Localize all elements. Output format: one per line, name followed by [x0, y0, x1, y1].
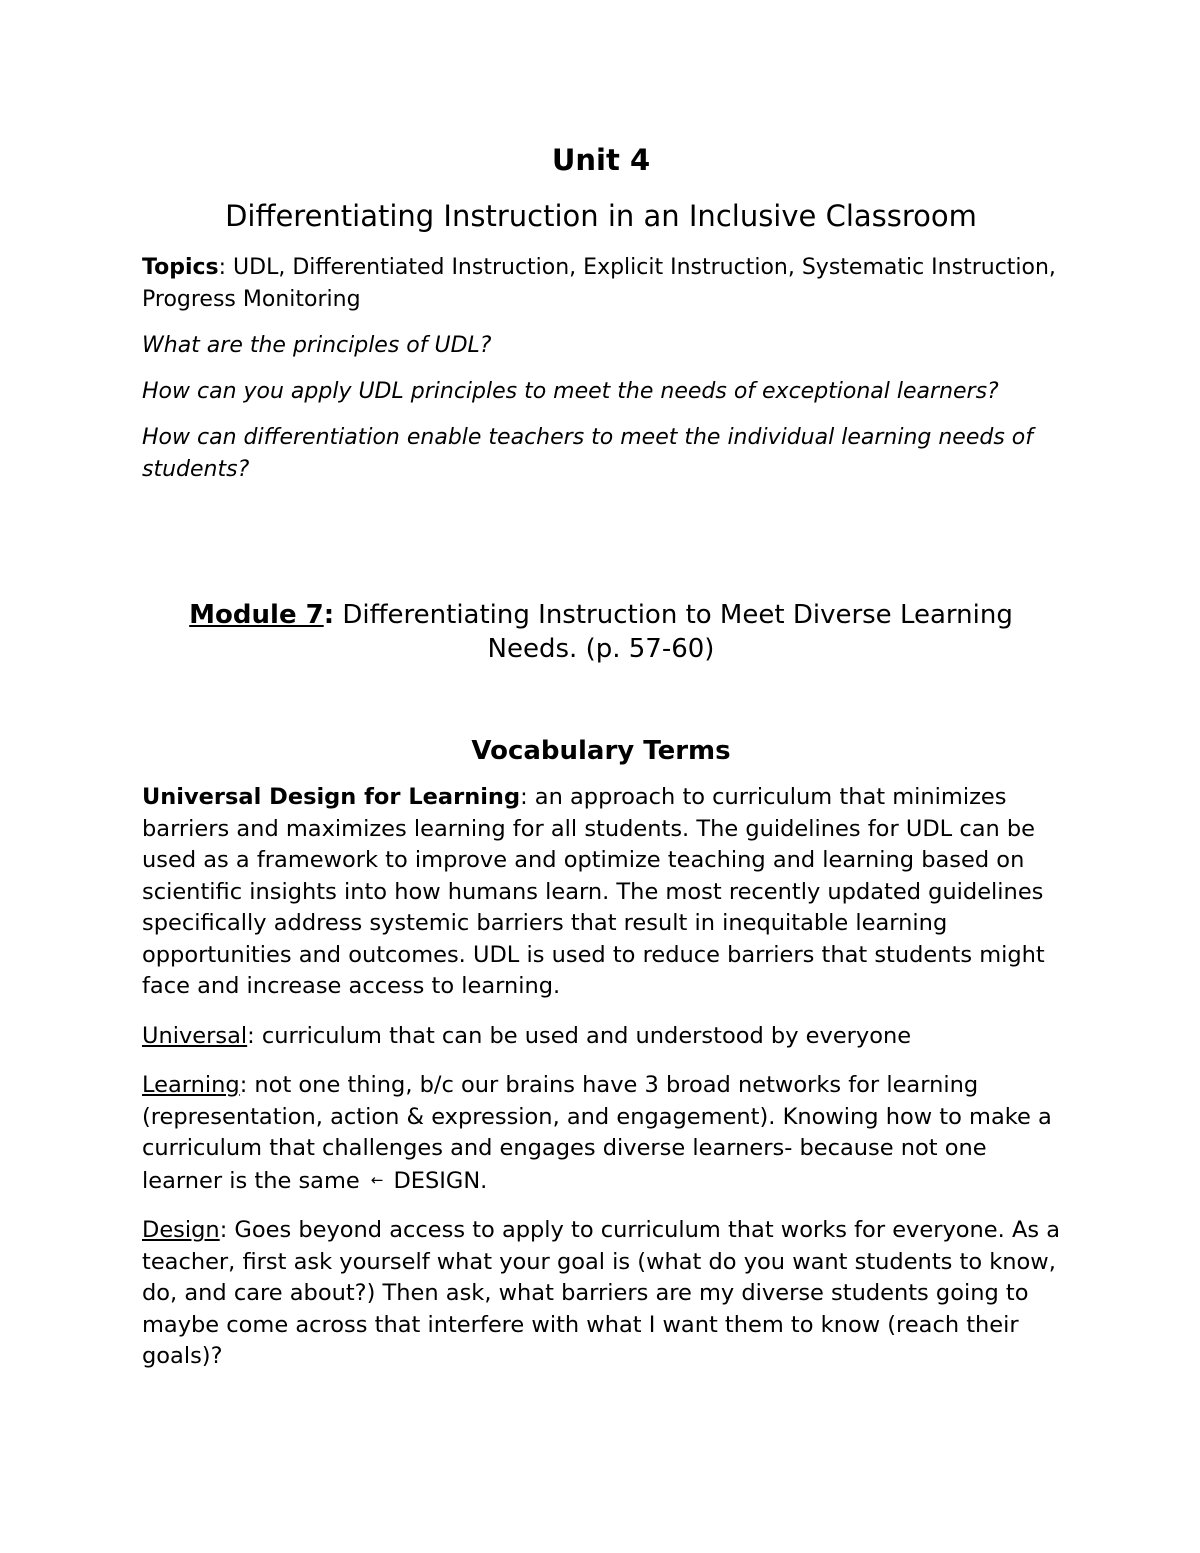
unit-title: Unit 4: [551, 143, 651, 177]
left-arrow-icon: ←: [370, 1170, 384, 1189]
topics-text: : UDL, Differentiated Instruction, Explicit Instruction, Systematic Instruction, Progress Monitoring: [142, 255, 1056, 312]
term-universal-name: Universal: [142, 1022, 248, 1049]
term-udl: [142, 782, 1060, 1003]
term-design-name: Design: [142, 1217, 220, 1243]
document-body: [142, 138, 1060, 1373]
unit-subtitle: Differentiating Instruction in an Inclusive Classroom: [225, 199, 977, 233]
topics-paragraph: [142, 252, 1060, 316]
term-learning-definition: : not one thing, b/c our brains have 3 broad networks for learning (representation, action & expression, and engagement). Knowing how to make a curriculum that challenges and engages diverse learners- because not one learner is the same: [142, 1072, 1052, 1194]
term-udl-definition: : an approach to curriculum that minimizes barriers and maximizes learning for all students. The guidelines for UDL can be used as a framework to improve and optimize teaching and learning based on scientific insights into how humans learn. The most recently updated guidelines specifically address systemic barriers that result in inequitable learning opportunities and outcomes. UDL is used to reduce barriers that students might face and increase access to learning.: [142, 784, 1045, 999]
term-learning-name: Learning: [142, 1072, 240, 1098]
term-learning-tail: DESIGN.: [393, 1167, 488, 1194]
module-heading: [142, 598, 1060, 666]
term-universal: [142, 1021, 1060, 1053]
module-colon: :: [323, 600, 335, 630]
term-udl-name: Universal Design for Learning: [142, 784, 521, 810]
term-universal-definition: : curriculum that can be used and understood by everyone: [247, 1022, 912, 1049]
question-differentiation: How can differentiation enable teachers to meet the individual learning needs of students?: [142, 425, 1033, 482]
term-design-definition: : Goes beyond access to apply to curriculum that works for everyone. As a teacher, first ask yourself what your goal is (what do you want students to know, do, and care about?) Then ask, what barriers are my diverse students going to maybe come across that interfere with what I want them to know (reach their goals)?: [142, 1217, 1061, 1369]
question-udl-principles: What are the principles of UDL?: [142, 333, 492, 358]
topics-label: Topics: [142, 255, 219, 280]
question-apply-udl: How can you apply UDL principles to meet the needs of exceptional learners?: [142, 379, 999, 404]
term-learning: [142, 1070, 1060, 1197]
vocabulary-heading: Vocabulary Terms: [471, 736, 731, 766]
module-title: Differentiating Instruction to Meet Diverse Learning Needs. (p. 57-60): [334, 600, 1013, 664]
module-label: Module 7: [189, 600, 324, 630]
term-design: [142, 1215, 1060, 1373]
